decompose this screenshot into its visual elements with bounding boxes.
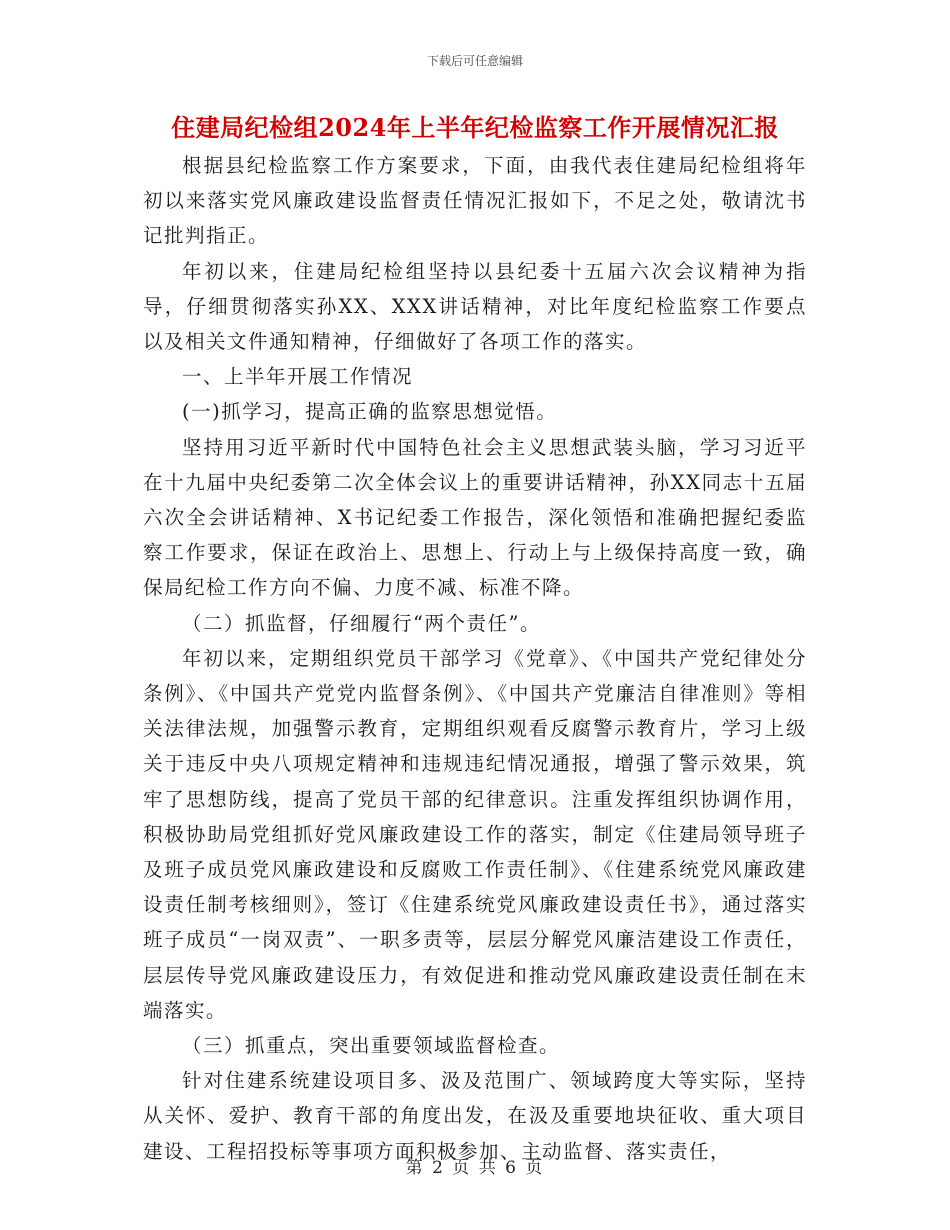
document-title: 住建局纪检组2024年上半年纪检监察工作开展情况汇报 — [171, 113, 779, 142]
page-number: 第 2 页 共 6 页 — [405, 1158, 545, 1178]
paragraph-overview: 年初以来，住建局纪检组坚持以县纪委十五届六次会议精神为指导，仔细贯彻落实孙XX、XXX讲话精神，对比年度纪检监察工作要点以及相关文件通知精神，仔细做好了各项工作的落实。 — [143, 259, 807, 354]
document-body — [143, 148, 807, 1169]
paragraph-supervision: 年初以来，定期组织党员干部学习《党章》、《中国共产党纪律处分条例》、《中国共产党党内监督条例》、《中国共产党廉洁自律准则》等相关法律法规，加强警示教育，定期组织观看反腐警示教育片，学习上级关于违反中央八项规定精神和违规违纪情况通报，增强了警示效果，筑牢了思想防线，提高了党员干部的纪律意识。注重发挥组织协调作用，积极协助局党组抓好党风廉政建设工作的落实，制定《住建局领导班子及班子成员党风廉政建设和反腐败工作责任制》、《住建系统党风廉政建设责任制考核细则》，签订《住建系统党风廉政建设责任书》，通过落实班子成员“一岗双责”、一职多责等，层层分解党风廉洁建设工作责任，层层传导党风廉政建设压力，有效促进和推动党风廉政建设责任制在末端落实。 — [143, 646, 807, 1022]
paragraph-key-areas: 针对住建系统建设项目多、汲及范围广、领域跨度大等实际，坚持从关怀、爱护、教育干部的角度出发，在汲及重要地块征收、重大项目建设、工程招投标等事项方面积极参加、主动监督、落实责任， — [143, 1069, 807, 1163]
paragraph-study: 坚持用习近平新时代中国特色社会主义思想武装头脑，学习习近平在十九届中央纪委第二次全体会议上的重要讲话精神，孙XX同志十五届六次全会讲话精神、X书记纪委工作报告，深化领悟和准确把握纪委监察工作要求，保证在政治上、思想上、行动上与上级保持高度一致，确保局纪检工作方向不偏、力度不减、标准不降。 — [143, 435, 807, 600]
section-heading-1: 一、上半年开展工作情况 — [182, 365, 414, 389]
paragraph-intro: 根据县纪检监察工作方案要求，下面，由我代表住建局纪检组将年初以来落实党风廉政建设监督责任情况汇报如下，不足之处，敬请沈书记批判指正。 — [143, 154, 807, 248]
subsection-heading-key-areas: （三）抓重点，突出重要领域监督检查。 — [182, 1034, 561, 1058]
subsection-heading-study: (一)抓学习，提高正确的监察思想觉悟。 — [182, 400, 558, 424]
subsection-heading-supervision: （二）抓监督，仔细履行“两个责任”。 — [182, 611, 541, 635]
header-note: 下载后可任意编辑 — [426, 54, 523, 68]
